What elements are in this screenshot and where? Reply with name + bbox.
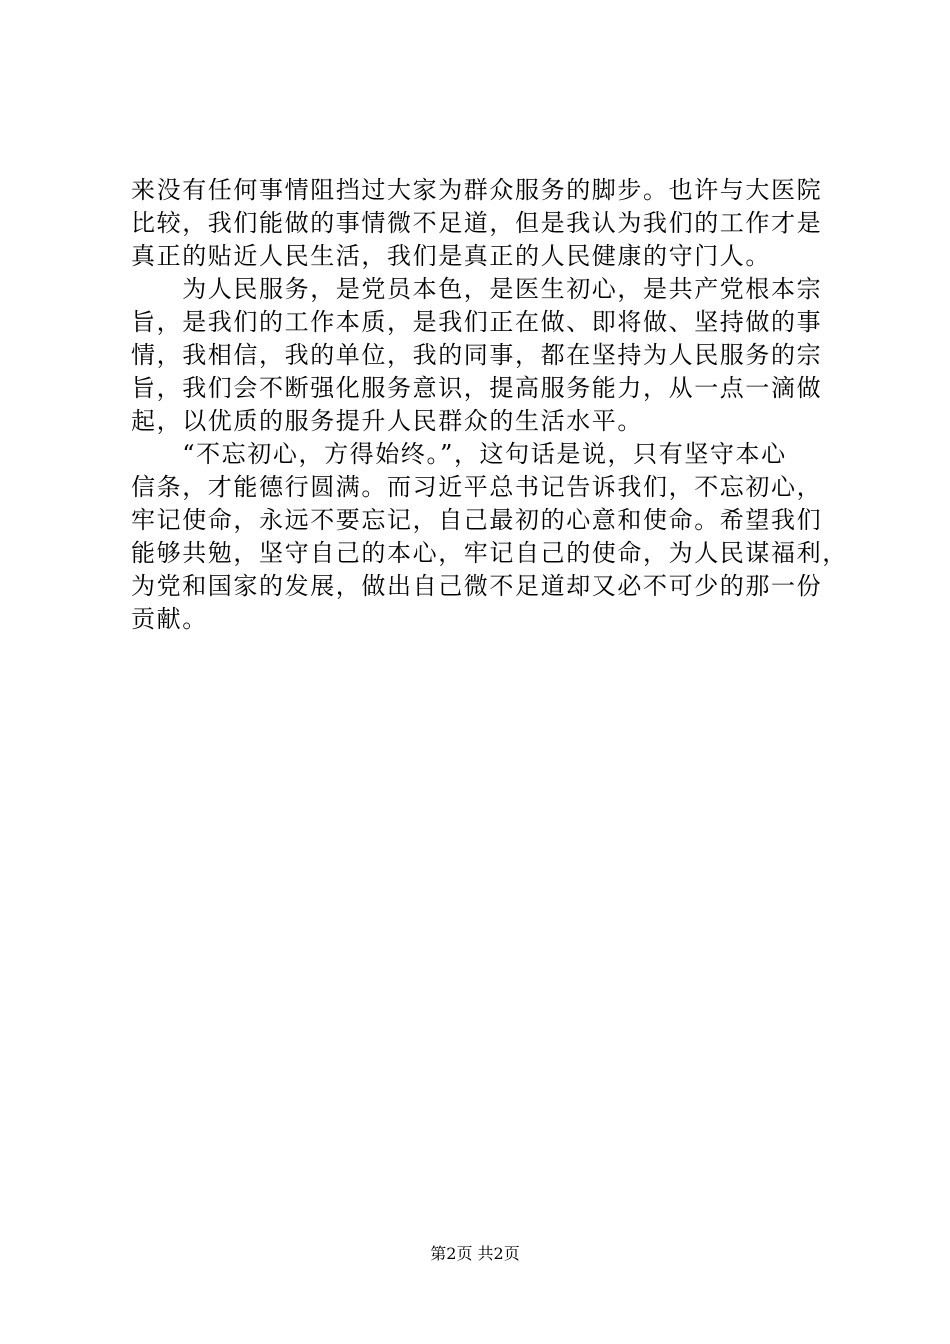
body-text: [131, 174, 848, 636]
text-line: 贡献。: [131, 605, 208, 633]
text-line: 来没有任何事情阻挡过大家为群众服务的脚步。也许与大医院: [131, 176, 823, 204]
page-number-footer: 第2页 共2页: [430, 1244, 520, 1263]
text-line: 比较，我们能做的事情微不足道，但是我认为我们的工作才是: [131, 209, 823, 237]
paragraph-start-line: 为人民服务，是党员本色，是医生初心，是共产党根本宗: [131, 275, 823, 303]
text-line: 起，以优质的服务提升人民群众的生活水平。: [131, 407, 643, 435]
text-line: 信条，才能德行圆满。而习近平总书记告诉我们，不忘初心，: [131, 473, 823, 501]
text-line: 牢记使命，永远不要忘记，自己最初的心意和使命。希望我们: [131, 506, 823, 534]
text-line: 真正的贴近人民生活，我们是真正的人民健康的守门人。: [131, 242, 771, 270]
text-line: 为党和国家的发展，做出自己微不足道却又必不可少的那一份: [131, 572, 823, 600]
text-line: 情，我相信，我的单位，我的同事，都在坚持为人民服务的宗: [131, 341, 823, 369]
text-line: 旨，是我们的工作本质，是我们正在做、即将做、坚持做的事: [131, 308, 823, 336]
text-line: 能够共勉，坚守自己的本心，牢记自己的使命，为人民谋福利，: [131, 539, 848, 567]
paragraph-start-line: “不忘初心，方得始终。”，这句话是说，只有坚守本心: [131, 440, 787, 468]
text-line: 旨，我们会不断强化服务意识，提高服务能力，从一点一滴做: [131, 374, 823, 402]
